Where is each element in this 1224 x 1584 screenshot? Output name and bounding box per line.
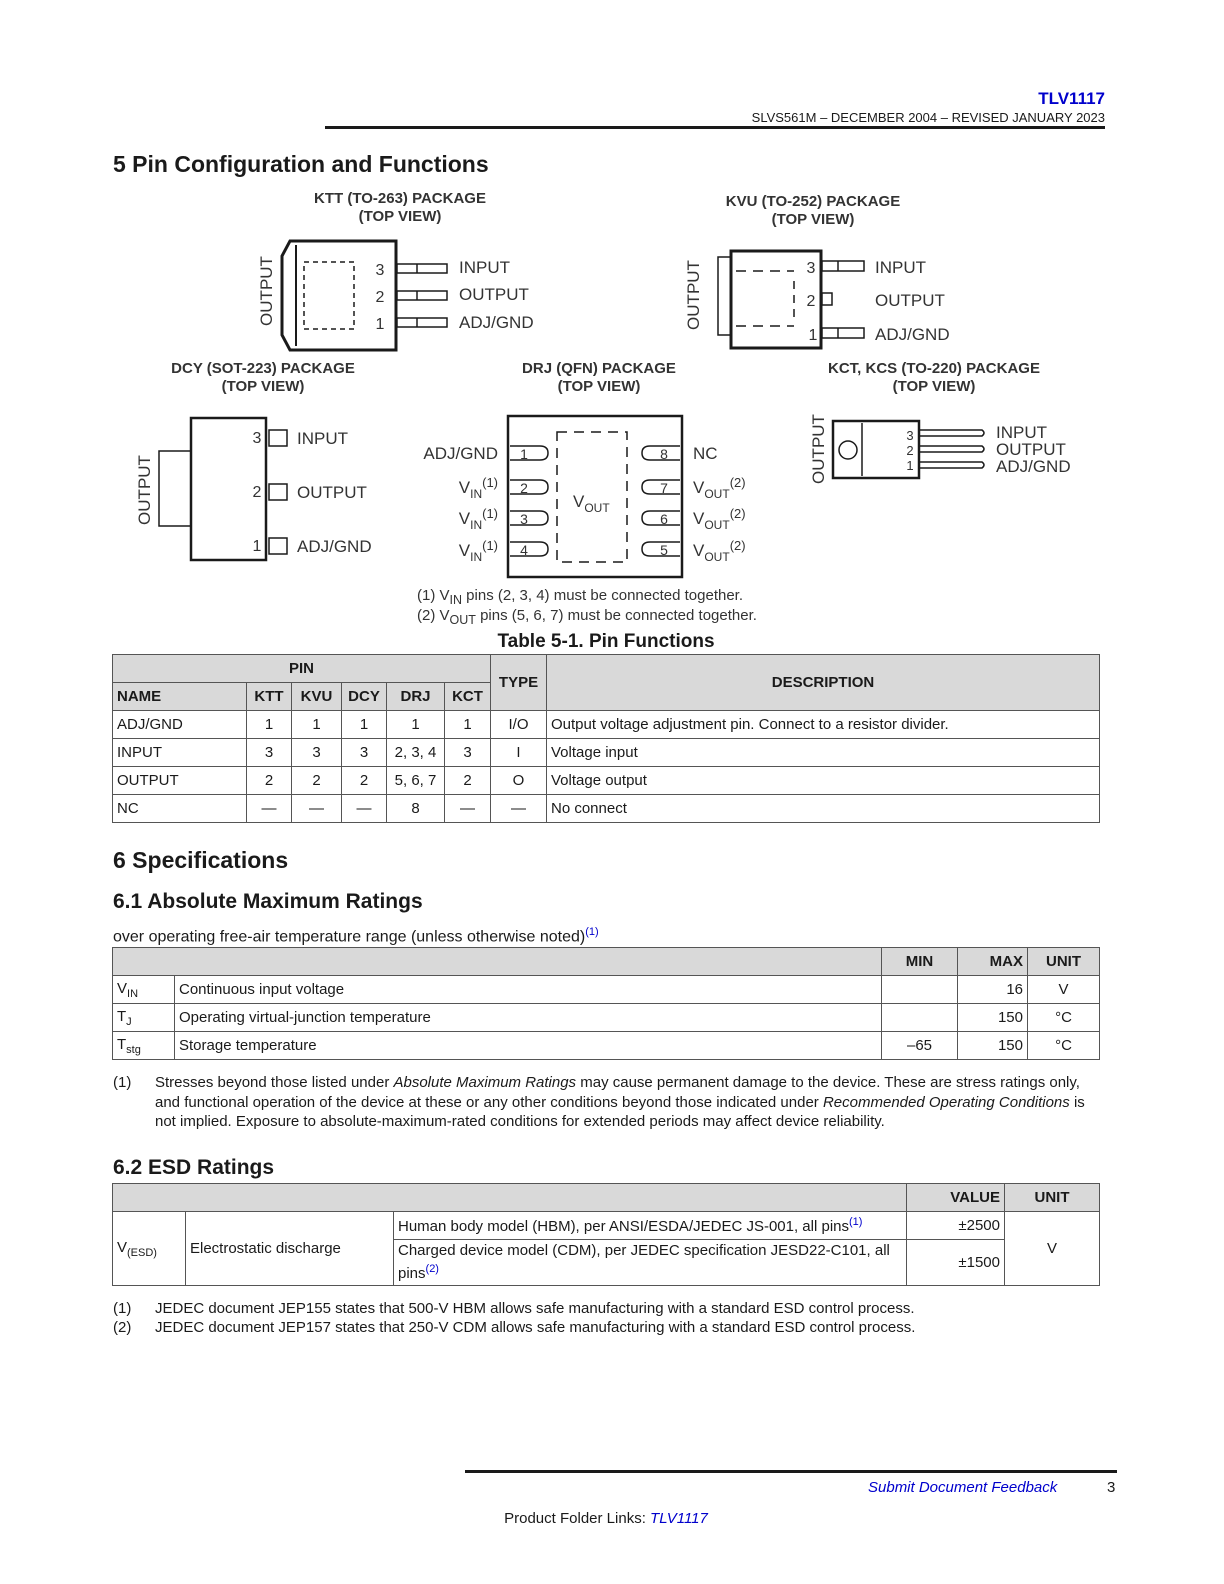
pin-type: I/O xyxy=(491,711,547,739)
ktt-label-input: INPUT xyxy=(459,258,510,277)
esd-value: ±1500 xyxy=(907,1240,1005,1286)
section-6-title: 6 Specifications xyxy=(113,847,289,873)
submit-feedback-link[interactable]: Submit Document Feedback xyxy=(868,1479,1058,1496)
drj-label-vin-4: $V_{IN}^{(1)}$ xyxy=(458,538,498,564)
unit: °C xyxy=(1028,1004,1100,1032)
footer-rule xyxy=(465,1470,1117,1473)
drj-center-sub: OUT xyxy=(584,501,610,515)
footnote-link[interactable]: (2) xyxy=(425,1263,439,1275)
pin-kvu: — xyxy=(292,795,342,823)
ktt-title: KTT (TO-263) PACKAGE xyxy=(314,190,486,207)
kct-header: KCT xyxy=(445,683,491,711)
kct-label-output: OUTPUT xyxy=(996,440,1066,459)
drj-label-vout-6: $V_{OUT}^{(2)}$ xyxy=(693,506,746,532)
max-header: MAX xyxy=(958,948,1028,976)
value-header: VALUE xyxy=(907,1184,1005,1212)
dcy-package xyxy=(135,360,372,560)
pin-dcy: 2 xyxy=(342,767,387,795)
pin-name: ADJ/GND xyxy=(113,711,247,739)
footnote-link[interactable]: (1) xyxy=(849,1216,863,1228)
pin-type: O xyxy=(491,767,547,795)
max-value: 150 xyxy=(958,1032,1028,1060)
kct-tab-label: OUTPUT xyxy=(809,414,828,484)
pin-dcy: — xyxy=(342,795,387,823)
pin-group-header: PIN xyxy=(113,655,491,683)
description-header: DESCRIPTION xyxy=(547,655,1100,711)
table-row xyxy=(113,1212,1100,1240)
drj-label-vout-7: $V_{OUT}^{(2)}$ xyxy=(693,475,746,501)
dcy-tab-label: OUTPUT xyxy=(135,455,154,525)
drj-pin-6: 6 xyxy=(660,511,668,527)
figure-note-1: (1) $V_{IN}$ pins (2, 3, 4) must be connected together. xyxy=(417,587,744,607)
drj-header: DRJ xyxy=(387,683,445,711)
pin-name: INPUT xyxy=(113,739,247,767)
table-row xyxy=(113,739,1100,767)
page-number: 3 xyxy=(1107,1479,1116,1496)
kvu-label-input: INPUT xyxy=(875,258,926,277)
table-row xyxy=(113,976,1100,1004)
abs-max-blank-header xyxy=(113,948,882,976)
min-value: –65 xyxy=(882,1032,958,1060)
parameter: Continuous input voltage xyxy=(175,976,882,1004)
esd-parameter: Electrostatic discharge xyxy=(186,1212,394,1286)
pin-kvu: 3 xyxy=(292,739,342,767)
header-rule xyxy=(325,126,1105,129)
drj-label-vout-5: $V_{OUT}^{(2)}$ xyxy=(693,538,746,564)
dcy-label-output: OUTPUT xyxy=(297,483,367,502)
pin-ktt: 2 xyxy=(247,767,292,795)
abs-max-note: Stresses beyond those listed under Absolute Maximum Ratings may cause permanent damage to the device. These are stress ratings only, and functional operation of the device at these or any other conditions beyond those indicated under Recommended Operating Conditions is not implied. Exposure to absolute-maximum-rated conditions for extended periods may affect device reliability. xyxy=(155,1074,1085,1130)
drj-pin-2: 2 xyxy=(520,480,528,496)
pin-kct: — xyxy=(445,795,491,823)
dcy-pin-3: 3 xyxy=(252,430,262,447)
ktt-pin-1: 1 xyxy=(375,316,385,333)
svg-text:VOUT xyxy=(573,492,610,515)
unit: V xyxy=(1028,976,1100,1004)
esd-note-1-number: (1) xyxy=(113,1300,132,1317)
esd-blank-header xyxy=(113,1184,907,1212)
drj-label-vin-3: $V_{IN}^{(1)}$ xyxy=(458,506,498,532)
esd-unit-header: UNIT xyxy=(1005,1184,1100,1212)
ktt-header: KTT xyxy=(247,683,292,711)
dcy-pin-1: 1 xyxy=(252,538,262,555)
drj-subtitle: (TOP VIEW) xyxy=(557,378,641,395)
dcy-pin-2: 2 xyxy=(252,484,262,501)
kct-label-adj: ADJ/GND xyxy=(996,457,1071,476)
section-5-title: 5 Pin Configuration and Functions xyxy=(113,151,489,177)
kct-subtitle: (TOP VIEW) xyxy=(892,378,976,395)
ktt-pin-2: 2 xyxy=(375,289,385,306)
pin-dcy: 3 xyxy=(342,739,387,767)
pin-name: NC xyxy=(113,795,247,823)
pin-description: Output voltage adjustment pin. Connect to a resistor divider. xyxy=(547,711,1100,739)
pin-kct: 1 xyxy=(445,711,491,739)
kct-title: KCT, KCS (TO-220) PACKAGE xyxy=(828,360,1040,377)
ktt-label-output: OUTPUT xyxy=(459,285,529,304)
parameter: Operating virtual-junction temperature xyxy=(175,1004,882,1032)
pin-ktt: 1 xyxy=(247,711,292,739)
abs-max-intro: over operating free-air temperature range (unless otherwise noted)$^{(1)}$ xyxy=(113,926,599,946)
esd-symbol: $V_{(ESD)}$ xyxy=(113,1212,186,1286)
drj-label-nc: NC xyxy=(693,444,718,463)
table-row xyxy=(113,1032,1100,1060)
pin-kvu: 2 xyxy=(292,767,342,795)
pin-drj: 1 xyxy=(387,711,445,739)
dcy-label-input: INPUT xyxy=(297,429,348,448)
pin-description: Voltage input xyxy=(547,739,1100,767)
kvu-label-output: OUTPUT xyxy=(875,291,945,310)
esd-unit: V xyxy=(1005,1212,1100,1286)
abs-max-note-number: (1) xyxy=(113,1074,132,1091)
drj-pin-1: 1 xyxy=(520,446,528,462)
pin-ktt: 3 xyxy=(247,739,292,767)
dcy-subtitle: (TOP VIEW) xyxy=(221,378,305,395)
table-row xyxy=(113,1004,1100,1032)
max-value: 16 xyxy=(958,976,1028,1004)
min-value xyxy=(882,976,958,1004)
drj-label-vin-2: $V_{IN}^{(1)}$ xyxy=(458,475,498,501)
table-row xyxy=(113,795,1100,823)
pin-description: Voltage output xyxy=(547,767,1100,795)
pin-kvu: 1 xyxy=(292,711,342,739)
dcy-label-adj: ADJ/GND xyxy=(297,537,372,556)
drj-title: DRJ (QFN) PACKAGE xyxy=(522,360,676,377)
kct-label-input: INPUT xyxy=(996,423,1047,442)
pin-type: I xyxy=(491,739,547,767)
drj-package xyxy=(423,360,745,577)
ktt-label-adj: ADJ/GND xyxy=(459,313,534,332)
kct-pin-1: 1 xyxy=(906,458,914,473)
esd-title: 6.2 ESD Ratings xyxy=(113,1156,275,1179)
esd-table xyxy=(112,1183,1100,1286)
unit-header: UNIT xyxy=(1028,948,1100,976)
kvu-pin-2: 2 xyxy=(806,293,816,310)
dcy-title: DCY (SOT-223) PACKAGE xyxy=(171,360,355,377)
kvu-label-adj: ADJ/GND xyxy=(875,325,950,344)
kvu-package xyxy=(684,193,950,348)
esd-condition: Human body model (HBM), per ANSI/ESDA/JEDEC JS-001, all pins$^{(1)}$ xyxy=(394,1212,907,1240)
symbol: $T_J$ xyxy=(113,1004,175,1032)
pin-dcy: 1 xyxy=(342,711,387,739)
pin-drj: 8 xyxy=(387,795,445,823)
pin-kct: 3 xyxy=(445,739,491,767)
drj-pin-4: 4 xyxy=(520,542,528,558)
ktt-tab-label: OUTPUT xyxy=(257,256,276,326)
abs-max-table xyxy=(112,947,1100,1060)
kvu-title: KVU (TO-252) PACKAGE xyxy=(725,193,901,210)
table-caption: Table 5-1. Pin Functions xyxy=(497,631,715,652)
kvu-tab-label: OUTPUT xyxy=(684,260,703,330)
type-header: TYPE xyxy=(491,655,547,711)
pin-kct: 2 xyxy=(445,767,491,795)
drj-pin-8: 8 xyxy=(660,446,668,462)
min-header: MIN xyxy=(882,948,958,976)
pin-type: — xyxy=(491,795,547,823)
symbol: $T_{stg}$ xyxy=(113,1032,175,1060)
pin-drj: 5, 6, 7 xyxy=(387,767,445,795)
drj-label-adj: ADJ/GND xyxy=(423,444,498,463)
pin-functions-table xyxy=(112,654,1100,823)
pinout-diagram xyxy=(112,185,1112,640)
table-row xyxy=(113,767,1100,795)
pin-ktt: — xyxy=(247,795,292,823)
ktt-package xyxy=(257,190,534,350)
part-number[interactable]: TLV1117 xyxy=(1038,89,1105,108)
kvu-pin-3: 3 xyxy=(806,260,816,277)
symbol: $V_{IN}$ xyxy=(113,976,175,1004)
pin-description: No connect xyxy=(547,795,1100,823)
drj-pin-7: 7 xyxy=(660,480,668,496)
kvu-subtitle: (TOP VIEW) xyxy=(771,211,855,228)
max-value: 150 xyxy=(958,1004,1028,1032)
esd-value: ±2500 xyxy=(907,1212,1005,1240)
figure-note-2: (2) $V_{OUT}$ pins (5, 6, 7) must be connected together. xyxy=(417,607,757,627)
drj-center-label: V xyxy=(573,492,585,511)
table-row xyxy=(113,711,1100,739)
abs-max-title: 6.1 Absolute Maximum Ratings xyxy=(113,890,423,913)
esd-note-2-number: (2) xyxy=(113,1319,132,1336)
parameter: Storage temperature xyxy=(175,1032,882,1060)
kvu-header: KVU xyxy=(292,683,342,711)
esd-note-1: JEDEC document JEP155 states that 500-V HBM allows safe manufacturing with a standard ESD control process. xyxy=(155,1300,915,1317)
dcy-header: DCY xyxy=(342,683,387,711)
kvu-pin-1: 1 xyxy=(808,327,818,344)
name-header: NAME xyxy=(113,683,247,711)
ktt-pin-3: 3 xyxy=(375,262,385,279)
ktt-subtitle: (TOP VIEW) xyxy=(358,208,442,225)
product-folder-links: Product Folder Links: TLV1117 xyxy=(504,1510,708,1527)
unit: °C xyxy=(1028,1032,1100,1060)
drj-pin-5: 5 xyxy=(660,542,668,558)
pin-drj: 2, 3, 4 xyxy=(387,739,445,767)
footnote-link-1[interactable]: (1) xyxy=(585,926,599,938)
min-value xyxy=(882,1004,958,1032)
pin-name: OUTPUT xyxy=(113,767,247,795)
kct-package xyxy=(809,360,1071,484)
document-revision: SLVS561M – DECEMBER 2004 – REVISED JANUARY 2023 xyxy=(751,110,1105,125)
kct-pin-2: 2 xyxy=(906,443,914,458)
esd-note-2: JEDEC document JEP157 states that 250-V CDM allows safe manufacturing with a standard ESD control process. xyxy=(155,1319,916,1336)
product-folder-link[interactable]: TLV1117 xyxy=(650,1510,708,1527)
esd-condition: Charged device model (CDM), per JEDEC specification JESD22-C101, all pins$^{(2)}$ xyxy=(394,1240,907,1286)
drj-pin-3: 3 xyxy=(520,511,528,527)
kct-pin-3: 3 xyxy=(906,428,914,443)
